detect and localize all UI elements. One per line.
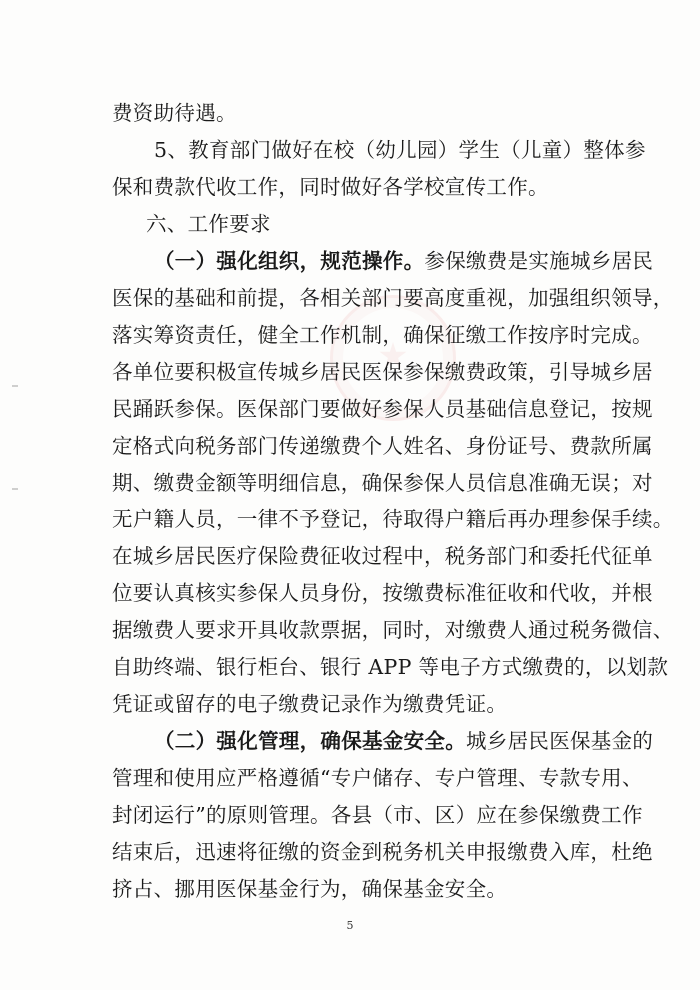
paragraph-line: 费资助待遇。	[112, 101, 237, 125]
paragraph-line	[154, 245, 654, 277]
paragraph-text: 参保缴费是实施城乡居民	[424, 248, 654, 273]
scan-mark	[12, 488, 18, 490]
paragraph-line: 挤占、挪用医保基金行为，确保基金安全。	[112, 877, 508, 901]
paragraph-line: 据缴费人要求开具收款票据，同时，对缴费人通过税务微信、	[112, 618, 674, 643]
paragraph-line: 无户籍人员，一律不予登记，待取得户籍后再办理参保手续。	[112, 507, 674, 532]
paragraph-line: 位要认真核实参保人员身份，按缴费标准征收和代收，并根	[112, 581, 653, 606]
paragraph-line: 医保的基础和前提，各相关部门要高度重视，加强组织领导，	[112, 285, 674, 310]
paragraph-line: 民踊跃参保。医保部门要做好参保人员基础信息登记，按规	[112, 396, 653, 421]
scan-mark	[12, 385, 18, 387]
subsection-title: （二）强化管理，确保基金安全。	[154, 729, 466, 754]
paragraph-text: 城乡居民医保基金的	[466, 729, 654, 754]
paragraph-line: 定格式向税务部门传递缴费个人姓名、身份证号、费款所属	[112, 433, 653, 458]
paragraph-line: 管理和使用应严格遵循“专户储存、专户管理、专款专用、	[112, 766, 643, 791]
paragraph-line	[154, 725, 654, 757]
paragraph-line: 封闭运行”的原则管理。各县（市、区）应在参保缴费工作	[112, 803, 643, 828]
subsection-title: （一）强化组织，规范操作。	[154, 248, 425, 273]
page-number: 5	[346, 919, 354, 932]
paragraph-line: 各单位要积极宣传城乡居民医保参保缴费政策，引导城乡居	[112, 359, 653, 384]
paragraph-line: 期、缴费金额等明细信息，确保参保人员信息准确无误；对	[112, 470, 653, 495]
paragraph-line: 结束后，迅速将征缴的资金到税务机关申报缴费入库，杜绝	[112, 840, 653, 865]
paragraph-line: 凭证或留存的电子缴费记录作为缴费凭证。	[112, 692, 508, 717]
paragraph-line: 5、教育部门做好在校（幼儿园）学生（儿童）整体参	[154, 137, 646, 162]
paragraph-line: 自助终端、银行柜台、银行 APP 等电子方式缴费的，以划款	[112, 655, 669, 680]
section-heading: 六、工作要求	[146, 211, 271, 236]
paragraph-line: 落实筹资责任，健全工作机制，确保征缴工作按序时完成。	[112, 322, 653, 347]
paragraph-line: 在城乡居民医疗保险费征收过程中，税务部门和委托代征单	[112, 544, 653, 569]
paragraph-line: 保和费款代收工作，同时做好各学校宣传工作。	[112, 174, 549, 199]
